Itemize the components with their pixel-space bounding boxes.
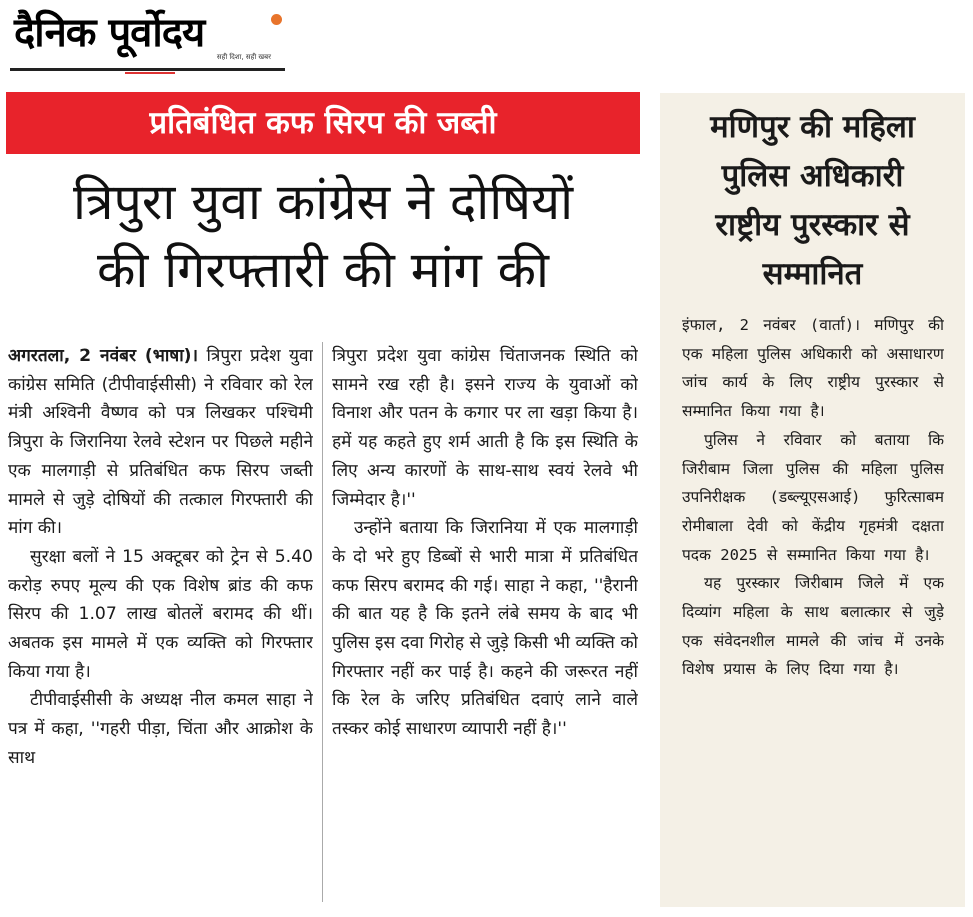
newspaper-title: दैनिक पूर्वोदय [14,10,205,56]
masthead-rule [10,68,285,71]
sidebar-body [682,311,944,901]
sidebar-headline-line-2: पुलिस अधिकारी [721,158,904,194]
paragraph-text: त्रिपुरा प्रदेश युवा कांग्रेस समिति (टीपीवाईसीसी) ने रविवार को रेल मंत्री अश्विनी वैष्णव को पत्र लिखकर पश्चिमी त्रिपुरा के जिरानिया रेलवे स्टेशन पर पिछले महीने एक मालगाड़ी से प्रतिबंधित कफ सिरप जब्ती मामले से जुड़े दोषियों की तत्काल गिरफ्तारी की मांग की। [8,346,313,539]
article-paragraph: टीपीवाईसीसी के अध्यक्ष नील कमल साहा ने पत्र में कहा, ''गहरी पीड़ा, चिंता और आक्रोश के साथ [8,690,313,768]
newspaper-tagline: सही दिशा, सही खबर [216,53,271,61]
sidebar-headline-line-1: मणिपुर की महिला [710,109,915,145]
masthead-accent-rule [125,72,175,74]
masthead [10,6,285,72]
sidebar-paragraph: पुलिस ने रविवार को बताया कि जिरीबाम जिला पुलिस की महिला पुलिस उपनिरीक्षक (डब्ल्यूएसआई) फुरित्साबम रोमीबाला देवी को केंद्रीय गृहमंत्री दक्षता पदक 2025 से सम्मानित किया गया है। [682,430,944,564]
sidebar-headline-line-4: सम्मानित [762,256,863,292]
sidebar-story [660,93,965,907]
main-headline [6,168,640,304]
sidebar-paragraph: इंफाल, 2 नवंबर (वार्ता)। मणिपुर की एक महिला पुलिस अधिकारी को असाधारण जांच कार्य के लिए राष्ट्रीय पुरस्कार से सम्मानित किया गया है। [682,316,944,421]
story-kicker: प्रतिबंधित कफ सिरप की जब्ती [6,92,640,154]
column-divider [322,342,323,902]
sidebar-paragraph: यह पुरस्कार जिरीबाम जिले में एक दिव्यांग महिला के साथ बलात्कार से जुड़े एक संवेदनशील मामले की जांच में उनके विशेष प्रयास के लिए दिया गया है। [682,574,944,679]
dateline: अगरतला, 2 नवंबर (भाषा)। [8,346,199,366]
article-paragraph: उन्होंने बताया कि जिरानिया में एक मालगाड़ी के दो भरे हुए डिब्बों से भारी मात्रा में प्रतिबंधित कफ सिरप बरामद की गई। साहा ने कहा, ''हैरानी की बात यह है कि इतने लंबे समय के बाद भी पुलिस इस दवा गिरोह से जुड़े किसी भी व्यक्ति को गिरफ्तार नहीं कर पाई है। कहने की जरूरत नहीं कि रेल के जरिए प्रतिबंधित दवाएं लाने वाले तस्कर कोई साधारण व्यापारी नहीं है।'' [332,518,638,740]
article-column-1 [8,342,313,914]
article-paragraph: सुरक्षा बलों ने 15 अक्टूबर को ट्रेन से 5.40 करोड़ रुपए मूल्य की एक विशेष ब्रांड की कफ सिरप की 1.07 लाख बोतलें बरामद की थीं। अबतक इस मामले में एक व्यक्ति को गिरफ्तार किया गया है। [8,546,313,682]
article-paragraph [8,342,313,543]
sidebar-headline-line-3: राष्ट्रीय पुरस्कार से [715,207,910,243]
logo-dot-icon [271,14,282,25]
sidebar-headline [660,103,965,299]
article-column-2 [332,342,638,914]
main-headline-line-1: त्रिपुरा युवा कांग्रेस ने दोषियों [72,173,574,231]
article-paragraph: त्रिपुरा प्रदेश युवा कांग्रेस चिंताजनक स्थिति को सामने रख रही है। इसने राज्य के युवाओं को विनाश और पतन के कगार पर ला खड़ा किया है। हमें यह कहते हुए शर्म आती है कि इस स्थिति के लिए अन्य कारणों के साथ-साथ स्वयं रेलवे भी जिम्मेदार है।'' [332,346,638,510]
main-headline-line-2: की गिरफ्तारी की मांग की [97,241,549,299]
